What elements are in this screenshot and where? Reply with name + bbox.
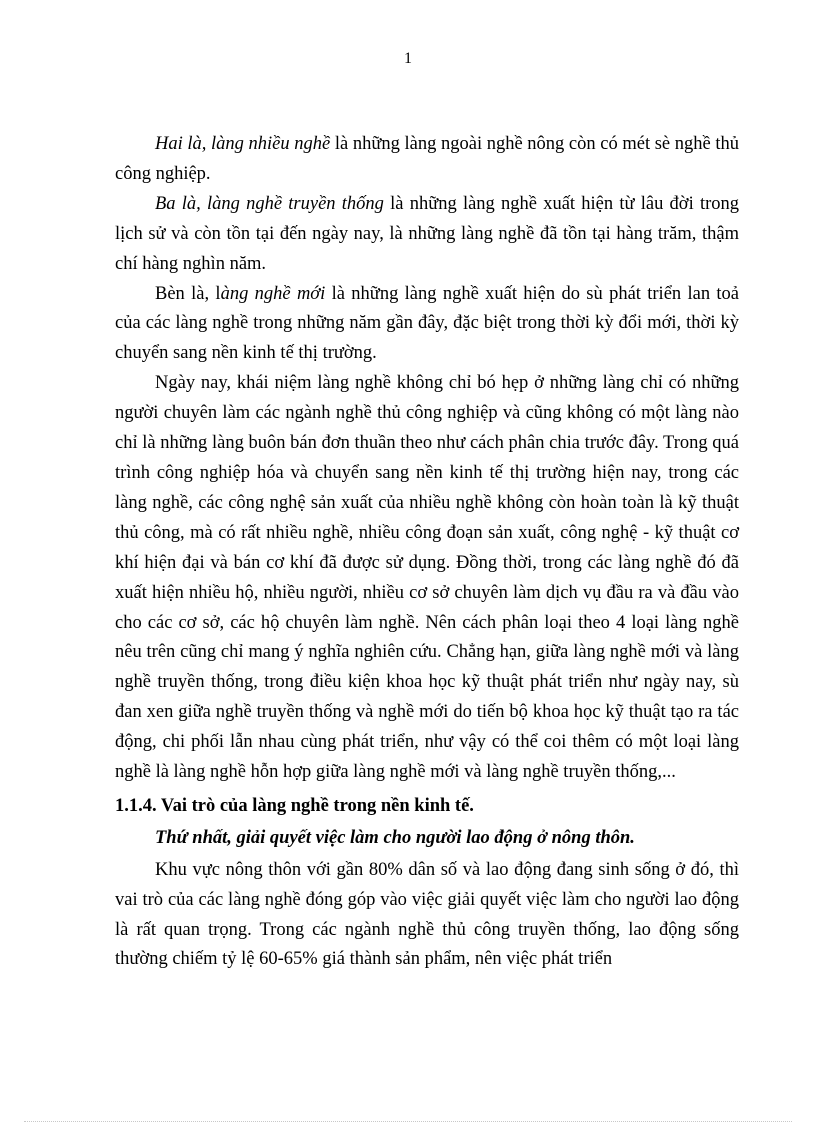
paragraph-rural-employment: Khu vực nông thôn với gần 80% dân số và lao động đang sinh sống ở đó, thì vai trò của các làng nghề đóng góp vào việc giải quyết việc làm cho người lao động là rất quan trọng. Trong các ngành nghề thủ công truyền thống, lao động sống thường chiếm tỷ lệ 60-65% giá thành sản phẩm, nên việc phát triển [115,859,739,970]
paragraph-craft-village-concept: Ngày nay, khái niệm làng nghề không chỉ bó hẹp ở những làng chỉ có những người chuyên làm các ngành nghề thủ công nghiệp và cũng không có một làng nào chỉ là những làng buôn bán đơn thuần theo như cách phân chia trước đây. Trong quá trình công nghiệp hóa và chuyển sang nền kinh tế thị trường hiện nay, trong các làng nghề, các công nghệ sản xuất của nhiều nghề không còn hoàn toàn là kỹ thuật thủ công, mà có rất nhiều nghề, nhiều công đoạn sản xuất, công nghệ - kỹ thuật cơ khí hiện đại và bán cơ khí đã được sử dụng. Đồng thời, trong các làng nghề đó đã xuất hiện nhiều hộ, nhiều người, nhiều cơ sở chuyên làm dịch vụ đầu ra và đầu vào cho các cơ sở, các hộ chuyên làm nghề. Nên cách phân loại theo 4 loại làng nghề nêu trên cũng chỉ mang ý nghĩa nghiên cứu. Chẳng hạn, giữa làng nghề mới và làng nghề truyền thống, trong điều kiện khoa học kỹ thuật phát triển như ngày nay, sù đan xen giữa nghề truyền thống và nghề mới do tiến bộ khoa học kỹ thuật tạo ra tác động, chi phối lẫn nhau cùng phát triển, như vậy có thể coi thêm có một loại làng nghề là làng nghề hỗn hợp giữa làng nghề mới và làng nghề truyền thống,... [115,373,739,783]
paragraph-text: là những làng nghề xuất hiện do sù phát triển lan toả của các làng nghề trong những năm gần đây, đặc biệt trong thời kỳ đổi mới, thời kỳ chuyển sang nền kinh tế thị trường. [115,283,739,364]
paragraph-lead-italic: àng nghề mới [220,283,326,304]
paragraph-many-crafts-village [115,130,739,190]
page-bottom-divider [24,1121,792,1122]
paragraph-text: là những làng nghề xuất hiện từ lâu đời trong lịch sử và còn tồn tại đến ngày nay, là những làng nghề đã tồn tại hàng trăm, thậm chí hàng nghìn năm. [115,193,739,274]
paragraph-lead-italic: Ba là, làng nghề truyền thống [155,193,384,214]
subsection-heading: Thứ nhất, giải quyết việc làm cho người lao động ở nông thôn. [155,827,635,848]
section-heading: 1.1.4. Vai trò của làng nghề trong nền kinh tế. [115,795,474,816]
document-body [115,130,739,975]
paragraph-text: là những làng ngoài nghề nông còn có mét sè nghề thủ công nghiệp. [115,134,739,184]
page-number: 1 [404,50,412,67]
paragraph-lead-italic: Hai là, làng nhiều nghề [155,134,331,154]
paragraph-text-prefix: Bèn là, l [155,283,221,304]
paragraph-new-craft-village [115,280,739,370]
paragraph-traditional-craft-village [115,190,739,280]
